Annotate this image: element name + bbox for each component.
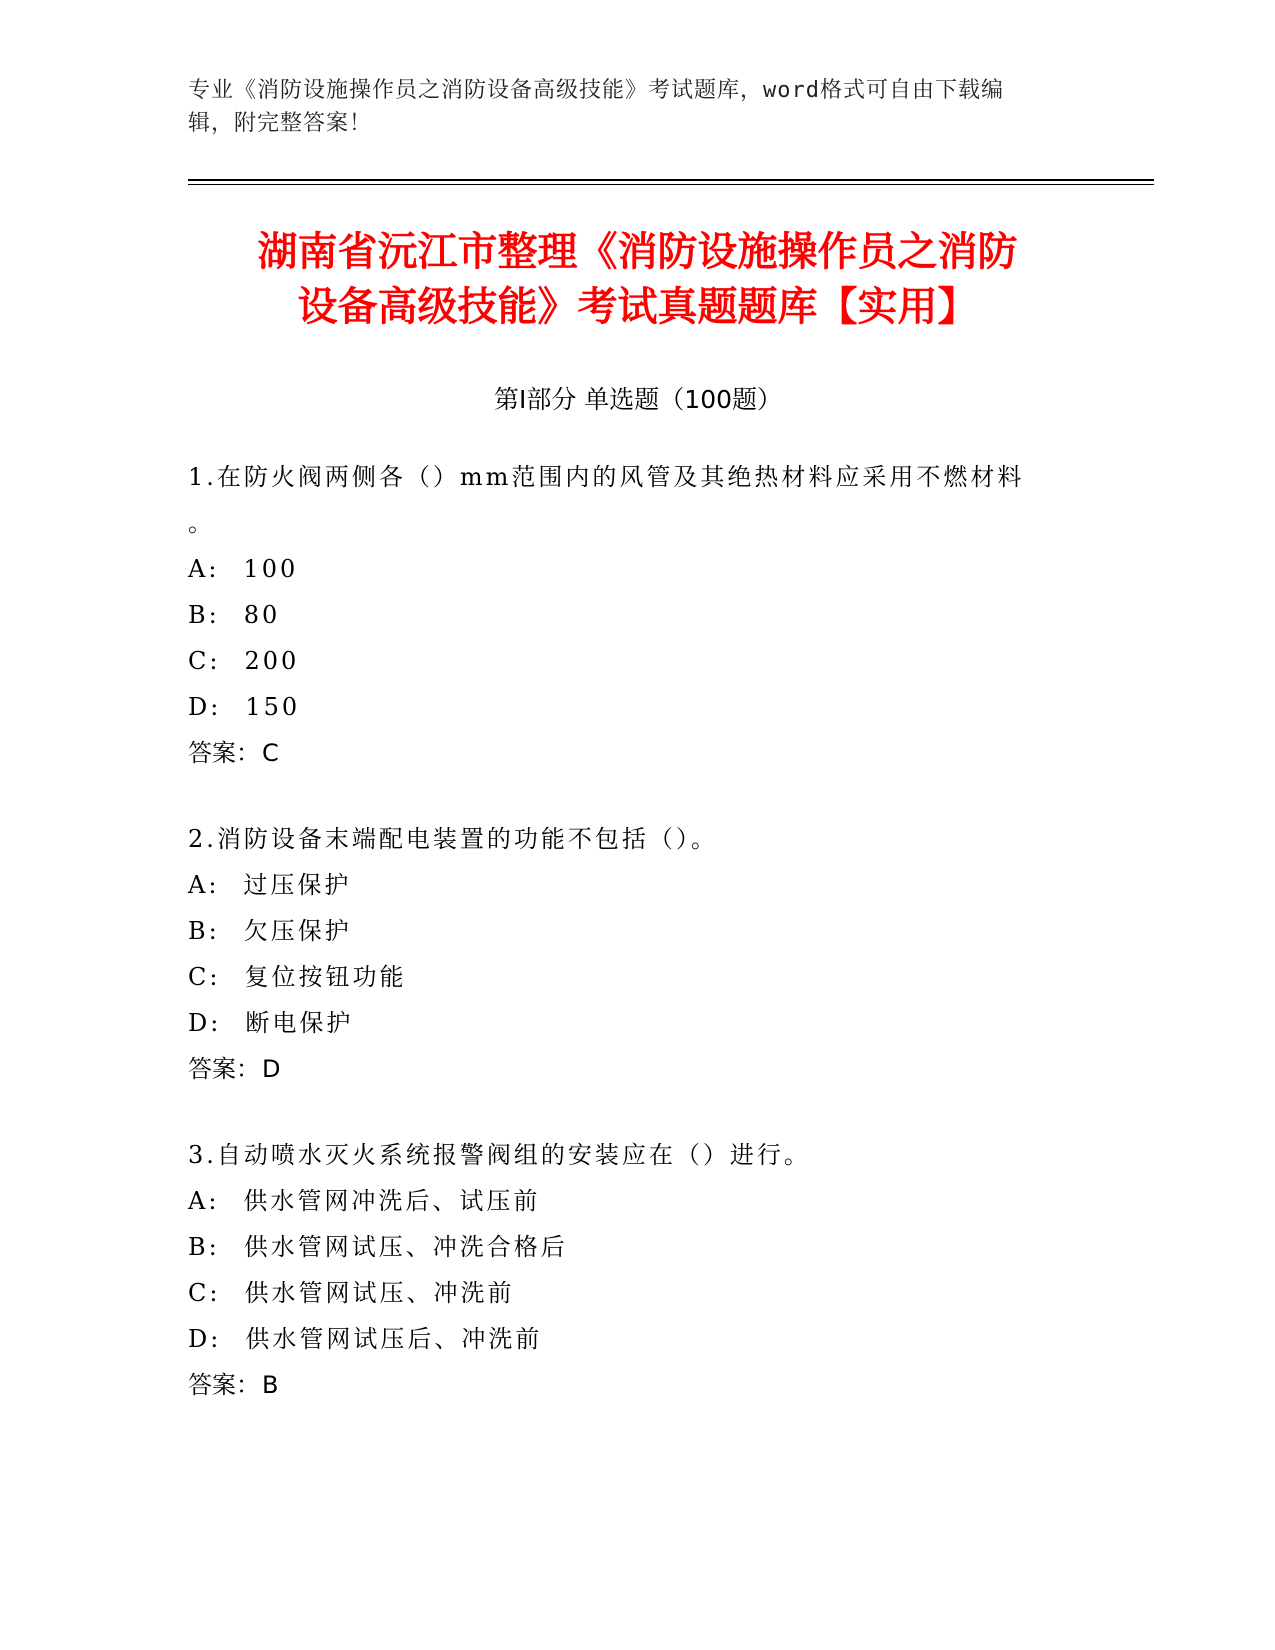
- document-title: [180, 225, 1095, 335]
- option-d[interactable]: [188, 1000, 1088, 1046]
- option-c[interactable]: [188, 638, 1088, 684]
- option-text: 80: [243, 601, 281, 629]
- option-letter: B:: [188, 917, 220, 945]
- option-a[interactable]: [188, 1178, 1088, 1224]
- option-text: 欠压保护: [243, 917, 352, 945]
- question-stem: 3.自动喷水灭火系统报警阀组的安装应在（）进行。: [188, 1141, 811, 1169]
- question-1: [188, 454, 1088, 776]
- answer-line: [188, 1362, 1088, 1408]
- option-b[interactable]: [188, 1224, 1088, 1270]
- answer-label: 答案：: [188, 739, 260, 767]
- option-text: 100: [243, 555, 299, 583]
- option-b[interactable]: [188, 592, 1088, 638]
- document-title-line-1: 湖南省沅江市整理《消防设施操作员之消防: [257, 229, 1018, 275]
- question-2: [188, 816, 1088, 1092]
- question-stem: 1.在防火阀两侧各（）mm范围内的风管及其绝热材料应采用不燃材料: [188, 463, 1025, 491]
- document-title-line-2: 设备高级技能》考试真题题库【实用】: [297, 284, 978, 330]
- option-d[interactable]: [188, 684, 1088, 730]
- option-letter: D:: [188, 693, 222, 721]
- question-stem-continuation: 。: [188, 509, 215, 537]
- header-note: [188, 74, 1068, 140]
- option-letter: C:: [188, 647, 221, 675]
- option-text: 过压保护: [243, 871, 352, 899]
- question-3: [188, 1132, 1088, 1408]
- option-b[interactable]: [188, 908, 1088, 954]
- option-letter: A:: [188, 1187, 220, 1215]
- option-letter: A:: [188, 555, 220, 583]
- option-c[interactable]: [188, 1270, 1088, 1316]
- option-text: 复位按钮功能: [244, 963, 407, 991]
- option-text: 供水管网试压、冲洗前: [244, 1279, 515, 1307]
- option-a[interactable]: [188, 546, 1088, 592]
- option-a[interactable]: [188, 862, 1088, 908]
- header-divider-thick: [188, 179, 1154, 181]
- answer-value: D: [262, 1055, 281, 1083]
- header-note-line-2: 辑，附完整答案！: [188, 111, 373, 136]
- option-c[interactable]: [188, 954, 1088, 1000]
- option-text: 断电保护: [245, 1009, 354, 1037]
- option-text: 150: [245, 693, 301, 721]
- option-letter: D:: [188, 1325, 222, 1353]
- answer-value: C: [262, 739, 279, 767]
- answer-label: 答案：: [188, 1055, 260, 1083]
- option-text: 供水管网试压、冲洗合格后: [243, 1233, 568, 1261]
- option-letter: A:: [188, 871, 220, 899]
- option-d[interactable]: [188, 1316, 1088, 1362]
- option-text: 供水管网试压后、冲洗前: [245, 1325, 543, 1353]
- answer-line: [188, 730, 1088, 776]
- question-stem: 2.消防设备末端配电装置的功能不包括（）。: [188, 825, 718, 853]
- answer-line: [188, 1046, 1088, 1092]
- section-title: 第Ⅰ部分 单选题（100题）: [493, 385, 783, 414]
- option-text: 供水管网冲洗后、试压前: [243, 1187, 541, 1215]
- option-letter: C:: [188, 963, 221, 991]
- header-note-line-1: 专业《消防设施操作员之消防设备高级技能》考试题库，word格式可自由下载编: [188, 78, 1004, 103]
- option-letter: B:: [188, 1233, 220, 1261]
- option-text: 200: [244, 647, 300, 675]
- header-divider-thin: [188, 184, 1154, 185]
- answer-value: B: [262, 1371, 279, 1399]
- option-letter: D:: [188, 1009, 222, 1037]
- option-letter: C:: [188, 1279, 221, 1307]
- option-letter: B:: [188, 601, 220, 629]
- answer-label: 答案：: [188, 1371, 260, 1399]
